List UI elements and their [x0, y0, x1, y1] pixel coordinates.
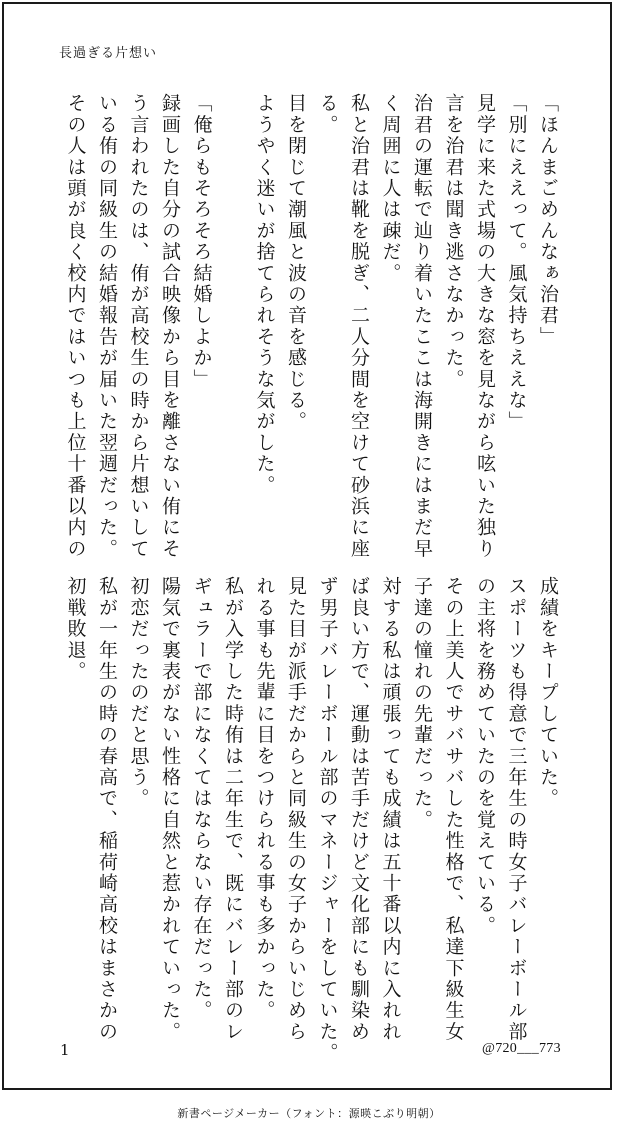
text-column: ば良い方で、運動は苦手だけど文化部にも馴染め [348, 576, 370, 1043]
text-column: スポーツも得意で三年生の時女子バレーボール部 [505, 576, 528, 1043]
text-column: れる事も先輩に目をつけられる事も多かった。 [253, 576, 276, 1022]
author-handle: @720___773 [482, 1041, 561, 1056]
text-column: 私と治君は靴を脱ぎ、二人分間を空けて砂浜に座 [348, 93, 370, 560]
text-column: いる侑の同級生の結婚報告が届いた翌週だった。 [96, 93, 118, 560]
text-column: 「別にええって。風気持ちええな」 [505, 93, 528, 433]
text-column: 私が入学した時侑は二年生で、既にバレー部のレ [222, 576, 244, 1043]
text-column: 私が一年生の時の春高で、稲荷崎高校はまさかの [96, 576, 118, 1043]
text-column: 子達の憧れの先輩だった。 [411, 576, 433, 831]
text-column: 目を閉じて潮風と波の音を感じる。 [285, 93, 307, 433]
text-column: 初恋だったのだと思う。 [127, 576, 150, 810]
text-column: 対する私は頑張っても成績は五十番以内に入れれ [379, 576, 402, 1043]
text-column: その上美人でサバサバした性格で、私達下級生女 [442, 576, 465, 1043]
text-column: ようやく迷いが捨てられそうな気がした。 [253, 93, 276, 496]
text-column: 録画した自分の試合映像から目を離さない侑にそ [159, 93, 181, 560]
text-column: 言を治君は聞き逃さなかった。 [442, 93, 465, 390]
text-column: 成績をキープしていた。 [537, 576, 559, 810]
footer-note: 新書ページメーカー（フォント：源暎こぶり明朝） [177, 1107, 441, 1120]
text-column: 初戦敗退。 [64, 576, 87, 682]
text-column: 「ほんまごめんなぁ治君」 [537, 93, 559, 348]
text-column: 治君の運転で辿り着いたここは海開きにはまだ早 [411, 93, 433, 560]
text-column: ず男子バレーボール部のマネージャーをしていた。 [316, 576, 339, 1064]
text-column: う言われたのは、侑が高校生の時から片想いして [127, 93, 150, 560]
text-column: ギュラーで部になくてはならない存在だった。 [190, 576, 213, 1022]
document-title: 長過ぎる片想い [59, 46, 158, 61]
text-column: 陽気で裏表がない性格に自然と惹かれていった。 [159, 576, 181, 1043]
text-column: 見た目が派手だからと同級生の女子からいじめら [285, 576, 307, 1043]
page-frame [2, 2, 612, 1090]
page-number: 1 [60, 1041, 70, 1059]
text-column: 見学に来た式場の大きな窓を見ながら呟いた独り [474, 93, 496, 560]
text-column: その人は頭が良く校内ではいつも上位十番以内の [64, 93, 87, 560]
text-column: る。 [316, 93, 339, 136]
text-column: の主将を務めていたのを覚えている。 [474, 576, 496, 937]
text-column: 「俺らもそろそろ結婚しよか」 [190, 93, 213, 390]
text-column: く周囲に人は疎だ。 [379, 93, 402, 284]
